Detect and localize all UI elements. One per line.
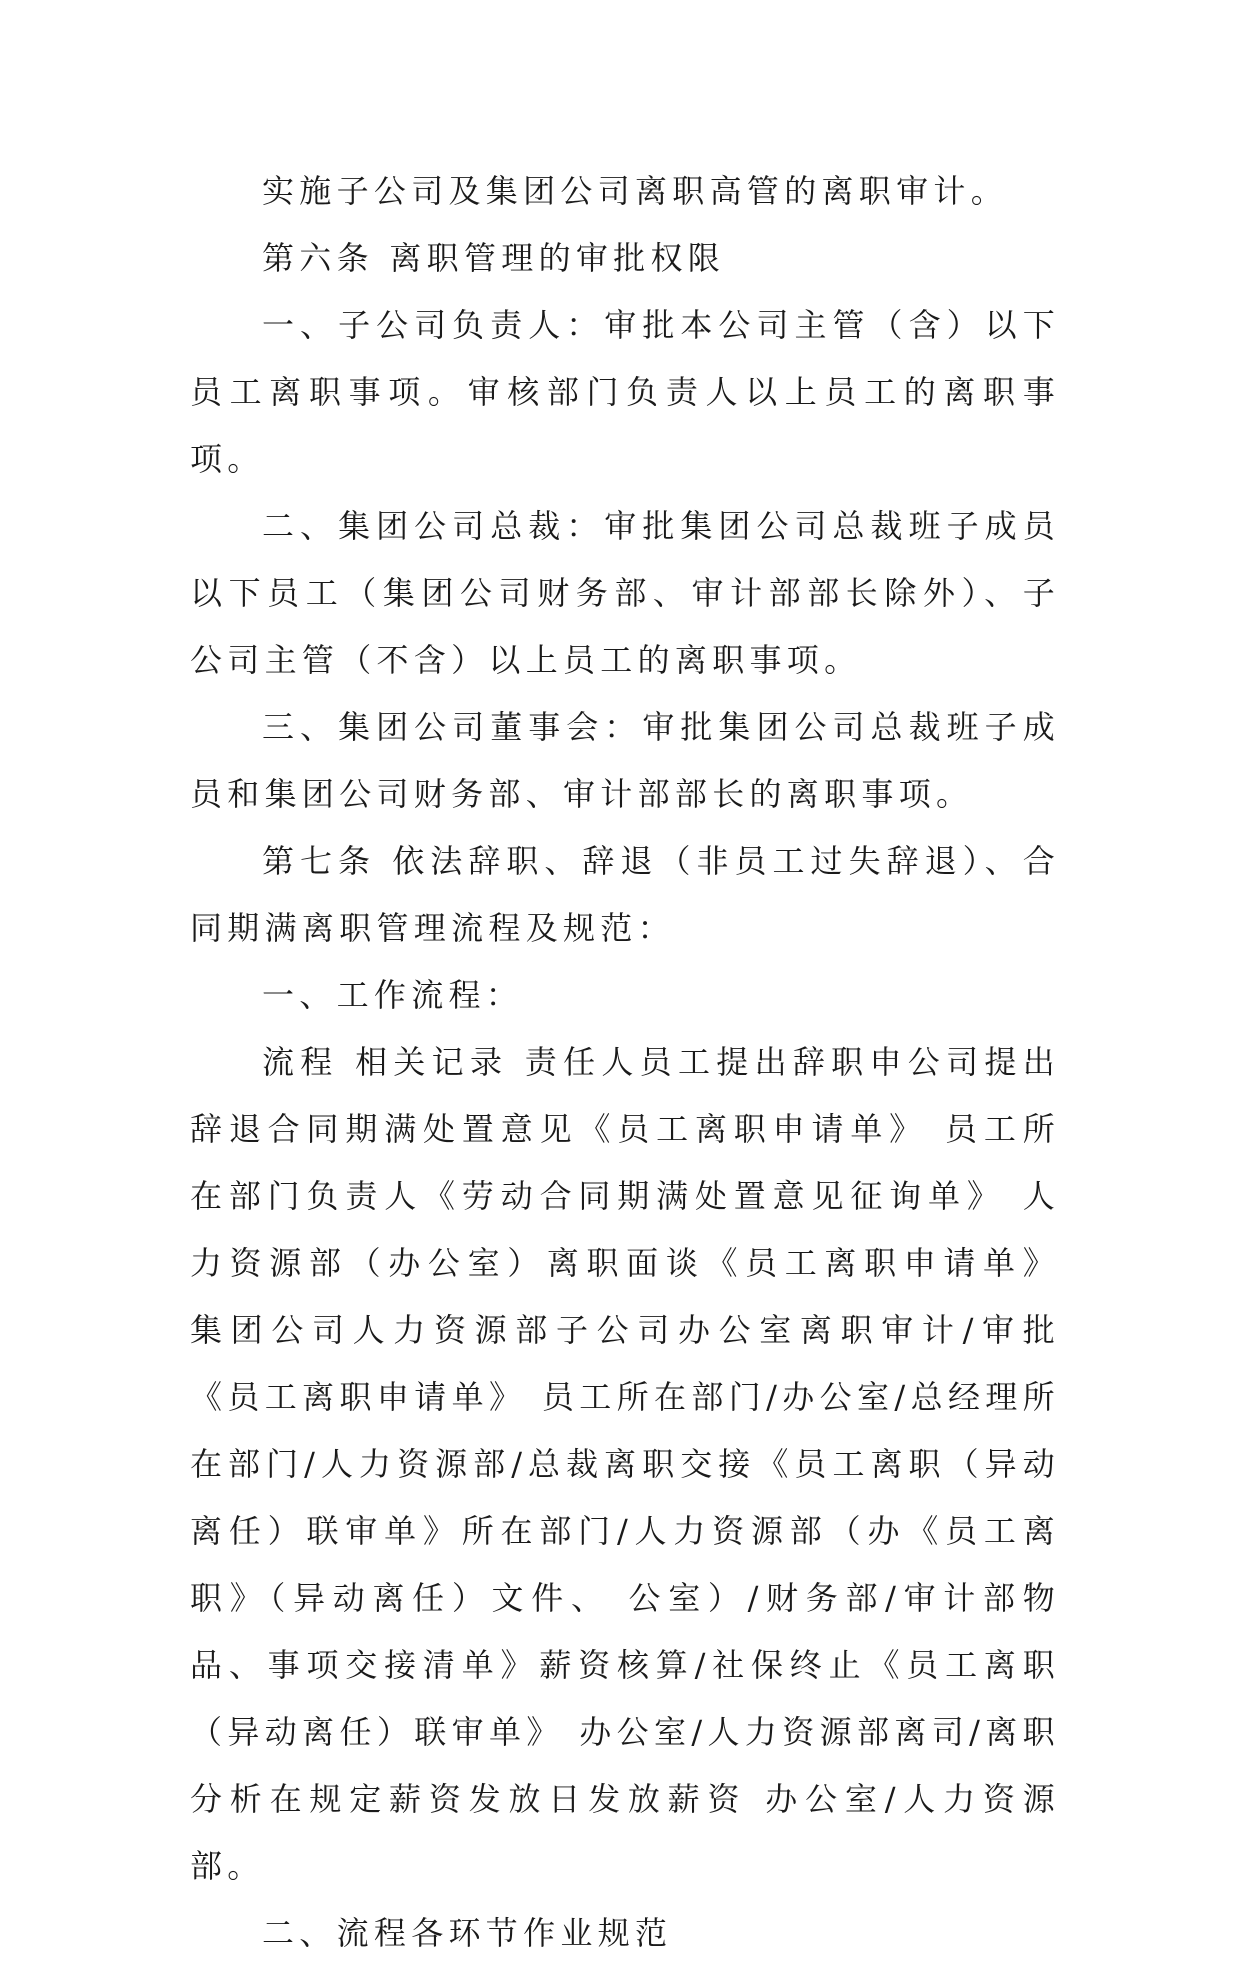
paragraph-process-norms-heading: 二、流程各环节作业规范	[262, 1914, 673, 1952]
paragraph-subsidiary-head-authority: 一、子公司负责人：审批本公司主管（含）以下员工离职事项。审核部门负责人以上员工的离职事项。	[190, 306, 1060, 478]
paragraph-workflow-details: 流程 相关记录 责任人员工提出辞职申公司提出辞退合同期满处置意见《员工离职申请单》 员工所在部门负责人《劳动合同期满处置意见征询单》 人力资源部（办公室）离职面谈《员工离职申请单》 集团公司人力资源部子公司办公室离职审计/审批《员工离职申请单》 员工所在部门/办公室/总经理所在部门/人力资源部/总裁离职交接《员工离职（异动离任）联审单》所在部门/人力资源部（办《员工离职》（异动离任）文件、 公室）/财务部/审计部物品、事项交接清单》薪资核算/社保终止《员工离职（异动离任）联审单》 办公室/人力资源部离司/离职分析在规定薪资发放日发放薪资 办公室/人力资源部。	[190, 1043, 1060, 1885]
paragraph-workflow-heading: 一、工作流程：	[262, 976, 524, 1014]
paragraph-article-7-heading: 第七条 依法辞职、辞退（非员工过失辞退）、合同期满离职管理流程及规范：	[190, 842, 1060, 947]
paragraph-article-6-heading: 第六条 离职管理的审批权限	[262, 239, 726, 277]
paragraph-board-authority: 三、集团公司董事会：审批集团公司总裁班子成员和集团公司财务部、审计部部长的离职事项。	[190, 708, 1060, 813]
paragraph-audit-scope: 实施子公司及集团公司离职高管的离职审计。	[262, 172, 1009, 210]
document-body	[190, 158, 1060, 1967]
paragraph-group-president-authority: 二、集团公司总裁：审批集团公司总裁班子成员以下员工（集团公司财务部、审计部部长除外）、子公司主管（不含）以上员工的离职事项。	[190, 507, 1060, 679]
